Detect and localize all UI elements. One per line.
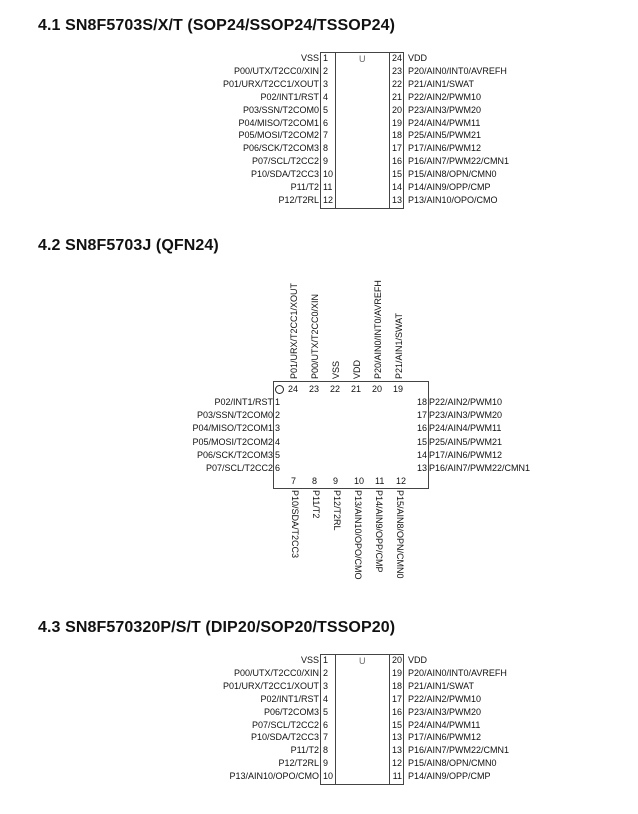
pin-number-left: 1 [323, 53, 329, 63]
pin-number-left: 7 [323, 130, 329, 141]
pin-label-right: VDD [408, 655, 428, 665]
pin-label-top: P21/AIN1/SWAT [394, 312, 404, 379]
pin-label-right: P25/AIN5/PWM21 [429, 436, 503, 447]
pin-label-left: P06/T2COM3 [263, 706, 319, 717]
pin-number-left: 5 [323, 104, 329, 115]
pin-label-right: P17/AIN6/PWM12 [429, 449, 503, 460]
pin-label-left: P06/SCK/T2COM3 [242, 143, 319, 154]
pin-label-left: P00/UTX/T2CC0/XIN [233, 65, 319, 76]
pin-number-bottom: 7 [291, 476, 297, 486]
pin-number-right: 16 [391, 156, 402, 167]
pin-label-bottom: P15/AIN8/OPN/CMN0 [395, 490, 405, 579]
pin-number-left: 10 [323, 771, 334, 782]
pin-number-right: 17 [391, 143, 402, 154]
pin-number-right: 13 [391, 194, 402, 205]
pin-label-left: P12/T2RL [278, 758, 319, 769]
pin-label-right: P15/AIN8/OPN/CMN0 [408, 169, 497, 180]
pin-label-left: P07/SCL/T2CC2 [205, 463, 273, 473]
pin-number-right: 16 [416, 423, 427, 434]
pin-label-left: P06/SCK/T2COM3 [196, 449, 273, 460]
pin-label-bottom: P11/T2 [311, 490, 321, 519]
package-divider-right [389, 655, 390, 784]
pin-number-left: 9 [323, 758, 329, 769]
pin-number-left: 5 [275, 449, 281, 460]
pin-label-left: P03/SSN/T2COM0 [196, 410, 273, 421]
pin-number-top: 20 [372, 384, 383, 394]
pin-label-left: P13/AIN10/OPO/CMO [229, 771, 319, 782]
pin-label-left: P02/INT1/RST [214, 397, 273, 407]
pin-label-top: VSS [331, 360, 341, 379]
pin-number-bottom: 10 [354, 476, 365, 486]
pin-number-right: 21 [391, 91, 402, 102]
pin-label-left: P10/SDA/T2CC3 [250, 732, 319, 743]
pin-number-right: 13 [391, 732, 402, 743]
pin-label-right: P14/AIN9/OPP/CMP [408, 771, 491, 782]
pin-number-right: 23 [391, 65, 402, 76]
pin-number-left: 2 [323, 667, 329, 678]
pin-label-left: P11/T2 [290, 182, 319, 192]
pin1-indicator-dot [275, 385, 284, 394]
pin-label-left: P04/MISO/T2COM1 [238, 117, 319, 128]
pin-number-left: 3 [323, 78, 329, 89]
pin-number-left: 9 [323, 156, 329, 167]
pin-number-left: 2 [275, 410, 281, 421]
pin-label-left: P07/SCL/T2CC2 [251, 156, 319, 167]
pin-label-right: P23/AIN3/PWM20 [408, 706, 482, 717]
pin-number-left: 8 [323, 745, 329, 756]
pin-number-right: 22 [391, 78, 402, 89]
pin-label-bottom: P12/T2RL [332, 490, 342, 531]
pin-number-right: 12 [391, 758, 402, 769]
pin-label-right: P24/AIN4/PWM11 [408, 117, 481, 128]
pin-number-top: 22 [330, 384, 341, 394]
pin-label-right: P17/AIN6/PWM12 [408, 143, 482, 154]
pin-label-top: P00/UTX/T2CC0/XIN [310, 293, 320, 379]
pin-label-left: P00/UTX/T2CC0/XIN [233, 667, 319, 678]
pin-number-right: 13 [416, 463, 427, 473]
pin-number-right: 20 [391, 104, 402, 115]
pin-number-left: 3 [275, 423, 281, 434]
pin-label-right: P15/AIN8/OPN/CMN0 [408, 758, 497, 769]
pin-label-bottom: P13/AIN10/OPO/CMO [353, 490, 363, 580]
pin-number-top: 21 [351, 384, 362, 394]
section-heading-4-2: 4.2 SN8F5703J (QFN24) [38, 237, 219, 254]
pin-label-left: P01/URX/T2CC1/XOUT [222, 78, 319, 89]
pin-number-right: 19 [391, 667, 402, 678]
pin-label-left: P11/T2 [290, 745, 319, 756]
pin-number-right: 17 [416, 410, 427, 421]
section-heading-4-3: 4.3 SN8F570320P/S/T (DIP20/SOP20/TSSOP20) [38, 619, 396, 636]
pin-number-right: 14 [416, 449, 427, 460]
pin-label-right: P13/AIN10/OPO/CMO [408, 194, 498, 205]
pin-label-right: P24/AIN4/PWM11 [429, 423, 502, 434]
pin-label-right: P23/AIN3/PWM20 [408, 104, 482, 115]
pin-number-top: 23 [309, 384, 320, 394]
pin-number-left: 11 [323, 182, 333, 192]
pin-number-left: 5 [323, 706, 329, 717]
pin-label-right: P22/AIN2/PWM10 [408, 693, 482, 704]
pin-label-left: P02/INT1/RST [260, 693, 319, 704]
pin-label-left: P07/SCL/T2CC2 [251, 719, 319, 730]
package-notch-mark: U [359, 656, 366, 666]
pin-label-right: P20/AIN0/INT0/AVREFH [408, 65, 507, 76]
pin-number-right: 18 [416, 397, 427, 407]
pin-label-left: VSS [300, 655, 319, 665]
pin-label-left: P10/SDA/T2CC3 [250, 169, 319, 180]
pin-number-right: 18 [391, 130, 402, 141]
pin-label-right: P21/AIN1/SWAT [408, 680, 475, 691]
pin-label-right: P16/AIN7/PWM22/CMN1 [408, 156, 510, 167]
pin-number-right: 16 [391, 706, 402, 717]
pin-number-left: 2 [323, 65, 329, 76]
pin-label-right: P25/AIN5/PWM21 [408, 130, 482, 141]
pin-label-right: P14/AIN9/OPP/CMP [408, 182, 491, 192]
pin-number-right: 15 [416, 436, 427, 447]
pin-number-right: 24 [391, 53, 402, 63]
pin-label-right: P21/AIN1/SWAT [408, 78, 475, 89]
pin-number-right: 15 [391, 719, 402, 730]
pin-label-right: P17/AIN6/PWM12 [408, 732, 482, 743]
pin-number-left: 4 [323, 693, 329, 704]
pin-label-left: P12/T2RL [278, 194, 319, 205]
pin-label-right: P22/AIN2/PWM10 [429, 397, 503, 407]
pin-label-top: P01/URX/T2CC1/XOUT [289, 282, 299, 379]
pin-number-left: 4 [323, 91, 329, 102]
section-heading-4-1: 4.1 SN8F5703S/X/T (SOP24/SSOP24/TSSOP24) [38, 17, 396, 34]
pin-number-top: 24 [288, 384, 299, 394]
pin-label-left: P04/MISO/T2COM1 [192, 423, 273, 434]
pin-number-left: 1 [323, 655, 329, 665]
package-divider-right [389, 53, 390, 208]
pin-label-right: P22/AIN2/PWM10 [408, 91, 482, 102]
pin-label-left: VSS [300, 53, 319, 63]
pin-number-left: 6 [275, 463, 281, 473]
pin-label-left: P02/INT1/RST [260, 91, 319, 102]
package-notch-mark: U [359, 54, 366, 64]
pin-number-right: 14 [391, 182, 402, 192]
pin-number-right: 13 [391, 745, 402, 756]
pin-label-left: P03/SSN/T2COM0 [242, 104, 319, 115]
pin-number-left: 10 [323, 169, 334, 180]
pin-label-right: VDD [408, 53, 428, 63]
pin-label-left: P05/MOSI/T2COM2 [238, 130, 319, 141]
package-divider-left [335, 53, 336, 208]
pin-label-top: VDD [352, 359, 362, 379]
pin-number-right: 20 [391, 655, 402, 665]
pin-label-right: P16/AIN7/PWM22/CMN1 [429, 463, 531, 473]
pin-number-left: 12 [323, 194, 334, 205]
pin-number-left: 7 [323, 732, 329, 743]
ic-package-qfn24 [273, 381, 429, 489]
pin-number-left: 8 [323, 143, 329, 154]
pin-number-right: 15 [391, 169, 402, 180]
pin-label-right: P23/AIN3/PWM20 [429, 410, 503, 421]
pin-number-left: 6 [323, 117, 329, 128]
pin-number-right: 17 [391, 693, 402, 704]
pin-number-right: 18 [391, 680, 402, 691]
pin-label-right: P16/AIN7/PWM22/CMN1 [408, 745, 510, 756]
pin-number-left: 4 [275, 436, 281, 447]
pin-label-right: P20/AIN0/INT0/AVREFH [408, 667, 507, 678]
package-divider-left [335, 655, 336, 784]
pin-number-top: 19 [393, 384, 404, 394]
pin-number-left: 3 [323, 680, 329, 691]
pin-label-bottom: P10/SDA/T2CC3 [290, 490, 300, 559]
pin-number-left: 6 [323, 719, 329, 730]
pin-number-bottom: 12 [396, 476, 407, 486]
pin-label-right: P24/AIN4/PWM11 [408, 719, 481, 730]
pin-number-right: 11 [392, 771, 402, 782]
pin-label-top: P20/AIN0/INT0/AVREFH [373, 280, 383, 379]
pin-number-left: 1 [275, 397, 281, 407]
pin-number-bottom: 8 [312, 476, 318, 486]
pin-label-left: P05/MOSI/T2COM2 [192, 436, 273, 447]
pin-number-bottom: 11 [375, 476, 385, 486]
pin-number-right: 19 [391, 117, 402, 128]
pin-label-bottom: P14/AIN9/OPP/CMP [374, 490, 384, 573]
pin-label-left: P01/URX/T2CC1/XOUT [222, 680, 319, 691]
pin-number-bottom: 9 [333, 476, 339, 486]
